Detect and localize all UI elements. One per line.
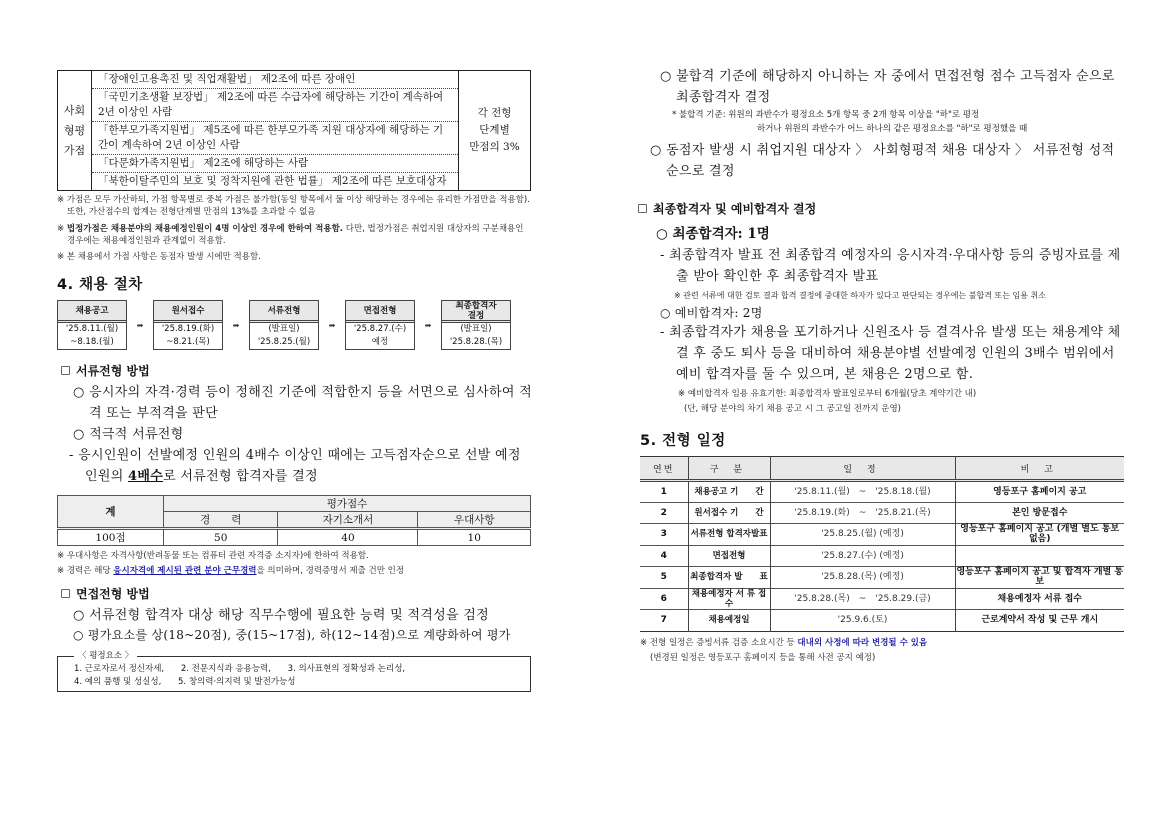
- cell-no: 3: [640, 524, 688, 546]
- reserve-count: ○ 예비합격자: 2명: [660, 306, 763, 320]
- table-row: [640, 524, 1124, 546]
- group-header: 평가점수: [164, 496, 531, 512]
- col-header: 연번: [640, 457, 688, 481]
- value-line: 만점의 3%: [469, 141, 520, 153]
- table-row: [640, 545, 1124, 567]
- col-header: 경 력: [164, 512, 278, 529]
- cell-date: '25.8.27.(수) (예정): [770, 545, 955, 567]
- element: 4. 예의 품행 및 성실성,: [74, 677, 162, 687]
- text: 로 서류전형 합격자를 결정: [163, 469, 318, 484]
- cell-remark: [955, 545, 1124, 567]
- note-preference: ※ 우대사항은 자격사항(반려동물 또는 컴퓨터 관련 자격증 소지자)에 한하여 적용함.: [57, 551, 369, 561]
- bullet: ○ 응시자의 자격·경력 등이 정해진 기준에 적합한지 등을 서면으로 심사하여 적격 또는 부적격을 판단: [73, 385, 532, 421]
- procedure-step-announcement: [57, 300, 127, 350]
- label-line: 가점: [63, 143, 86, 157]
- text: ※ 경력은 해당: [57, 566, 114, 576]
- col-header: 일 정: [770, 457, 955, 481]
- cell-value: 50: [164, 529, 278, 546]
- arrow-icon: ➡: [424, 320, 432, 330]
- step-line: '25.8.11.(월): [65, 324, 119, 334]
- fail-criteria: [672, 108, 1125, 136]
- procedure-step-interview: [345, 300, 415, 350]
- col-header: 우대사항: [418, 512, 531, 529]
- col-header: 비 고: [955, 457, 1124, 481]
- table-row: [640, 481, 1124, 503]
- heading-text: 최종합격자 및 예비합격자 결정: [653, 202, 817, 216]
- equity-item: 「북한이탈주민의 보호 및 정착지원에 관한 법률」 제2조에 따른 보호대상자: [92, 173, 459, 191]
- cell-category: 채용예정일: [688, 610, 770, 632]
- cell-no: 7: [640, 610, 688, 632]
- social-equity-table: [57, 70, 531, 191]
- note-tie-only: ※ 본 채용에서 가점 사항은 동점자 발생 시에만 적용함.: [57, 252, 261, 262]
- note-reserve-validity: ※ 예비합격자 임용 유효기한: 최종합격자 발표일로부터 6개월(당초 계약기간 내): [678, 389, 977, 399]
- score-table: [57, 495, 531, 546]
- equity-item: 「국민기초생활 보장법」 제2조에 따른 수급자에 해당하는 기간이 계속하여 2년 이상인 사람: [92, 89, 459, 122]
- final-count: ○ 최종합격자: 1명: [656, 226, 770, 242]
- note-bold: 법정가점은 채용분야의 채용예정인원이 4명 이상인 경우에 한하여 적용함.: [66, 224, 344, 234]
- table-row: [640, 588, 1124, 610]
- text: ※ 전형 일정은 증빙서류 검증 소요시간 등: [640, 637, 798, 648]
- highlight-text: 대내외 사정에 따라 변경될 수 있음: [797, 637, 928, 648]
- right-column: [640, 66, 1125, 664]
- table-row: [640, 502, 1124, 524]
- step-line: '25.8.25.(월): [257, 337, 311, 347]
- step-line: 예정: [371, 337, 389, 347]
- procedure-step-document: [249, 300, 319, 350]
- note-bonus-points: ※ 가점은 모두 가산하되, 가점 항목별로 중복 가점은 불가함(동일 항목에서 둘 이상 해당하는 경우에는 유리한 가점만을 적용함). 또한, 가산점수의 합계는 전형단계별 만점의 13%를 초과할 수 없음: [57, 195, 530, 217]
- procedure-step-application: [153, 300, 223, 350]
- step-line: '25.8.27.(수): [353, 324, 407, 334]
- step-line: ~8.18.(월): [70, 337, 114, 347]
- cell-category: 최종합격자 발 표: [688, 567, 770, 589]
- step-title: 원서접수: [154, 301, 222, 323]
- cell-date: '25.8.19.(화) ~ '25.8.21.(목): [770, 502, 955, 524]
- bullet: ○ 평가요소를 상(18~20점), 중(15~17점), 하(12~14점)으로 계량화하여 평가: [73, 628, 511, 642]
- section-5-title: 5. 전형 일정: [640, 433, 726, 449]
- step-line: (발표일): [460, 324, 492, 334]
- cell-category: 채용예정자 서 류 접 수: [688, 588, 770, 610]
- procedure-flow: [57, 300, 533, 350]
- cell-date: '25.8.11.(월) ~ '25.8.18.(월): [770, 481, 955, 503]
- value-line: 단계별: [479, 124, 510, 136]
- arrow-icon: ➡: [136, 320, 144, 330]
- square-bullet-icon: [61, 366, 70, 375]
- note-mark: ※: [57, 224, 67, 234]
- cell-no: 1: [640, 481, 688, 503]
- element: 5. 창의력·의지력 및 발전가능성: [178, 677, 296, 687]
- left-column: [57, 70, 533, 692]
- cell-date: '25.8.25.(월) (예정): [770, 524, 955, 546]
- text: 을 의미하며, 경력증명서 제출 건만 인정: [256, 566, 405, 576]
- cell-date: '25.9.6.(토): [770, 610, 955, 632]
- note-schedule-notice: (변경된 일정은 영등포구 홈페이지 등을 통해 사전 공지 예정): [650, 652, 876, 663]
- step-title: 최종합격자 결정: [442, 301, 510, 323]
- col-header: 구 분: [688, 457, 770, 481]
- heading-text: 면접전형 방법: [76, 587, 150, 601]
- text: 하거나 위원의 과반수가 어느 하나의 같은 평정요소를 "하"로 평정했을 때: [757, 124, 1028, 134]
- cell-remark: 영등포구 홈페이지 공고 (개별 별도 통보 없음): [955, 524, 1124, 546]
- schedule-table: [640, 456, 1124, 632]
- cell-category: 면접전형: [688, 545, 770, 567]
- step-line: (발표일): [268, 324, 300, 334]
- bullet: ○ 동점자 발생 시 취업지원 대상자 〉 사회형평적 채용 대상자 〉 서류전형 성적순으로 결정: [650, 143, 1115, 179]
- cell-no: 6: [640, 588, 688, 610]
- element: 2. 전문지식과 응용능력,: [180, 664, 271, 674]
- bullet: ○ 서류전형 합격자 대상 해당 직무수행에 필요한 능력 및 적격성을 검정: [73, 608, 489, 623]
- text: * 불합격 기준: 위원의 과반수가 평정요소 5개 항목 중 2개 항목 이상을 "하"로 평정: [672, 110, 980, 120]
- note-cancel: ※ 관련 서류에 대한 검토 결과 합격 결정에 중대한 하자가 있다고 판단되는 경우에는 불합격 또는 임용 취소: [674, 291, 1046, 300]
- table-row: [640, 567, 1124, 589]
- step-title: 채용공고: [58, 301, 126, 323]
- arrow-icon: ➡: [328, 320, 336, 330]
- note-legal-bonus: [57, 223, 533, 247]
- equity-label: [58, 71, 92, 191]
- equity-value: [459, 71, 531, 191]
- value-line: 각 전형: [477, 107, 512, 119]
- dash-item: - 최종합격자가 채용을 포기하거나 신원조사 등 결격사유 발생 또는 채용계약 체결 후 중도 퇴사 등을 대비하여 채용분야별 선발예정 인원의 3배수 범위에서 예비 합격자를 둘 수 있으며, 본 채용은 2명으로 함.: [660, 325, 1121, 382]
- cell-remark: 영등포구 홈페이지 공고 및 합격자 개별 통보: [956, 567, 1124, 588]
- box-legend: 〈 평정요소 〉: [74, 650, 137, 663]
- arrow-icon: ➡: [232, 320, 240, 330]
- element: 3. 의사표현의 정확성과 논리성,: [287, 664, 406, 674]
- cell-remark: 영등포구 홈페이지 공고: [955, 481, 1124, 503]
- step-line: '25.8.28.(목): [449, 337, 503, 347]
- step-line: '25.8.19.(화): [161, 324, 215, 334]
- label-line: 사회: [63, 103, 86, 117]
- cell-remark: 본인 방문접수: [955, 502, 1124, 524]
- section-4-title: 4. 채용 절차: [57, 277, 143, 293]
- cell-no: 5: [640, 567, 688, 589]
- final-selection-heading: [634, 200, 1125, 217]
- cell-remark: 채용예정자 서류 접수: [955, 588, 1124, 610]
- cell-total: 100점: [58, 529, 164, 546]
- label-line: 형평: [63, 123, 86, 137]
- cell-category: 서류전형 합격자발표: [688, 524, 770, 546]
- interview-method-heading: [57, 585, 533, 602]
- equity-item: 「한부모가족지원법」 제5조에 따른 한부모가족 지원 대상자에 해당하는 기간이 계속하여 2년 이상인 사람: [92, 122, 459, 155]
- cell-category: 원서접수 기 간: [688, 502, 770, 524]
- elements-row: [74, 663, 522, 676]
- step-line: ~8.21.(목): [166, 337, 210, 347]
- col-total-header: 계: [58, 496, 164, 529]
- cell-remark: 근로계약서 작성 및 근무 개시: [955, 610, 1124, 632]
- dash-item: [61, 445, 533, 487]
- cell-category: 채용공고 기 간: [688, 481, 770, 503]
- step-title: 서류전형: [250, 301, 318, 323]
- procedure-step-final: [441, 300, 511, 350]
- step-title: 면접전형: [346, 301, 414, 323]
- cell-date: '25.8.28.(목) ~ '25.8.29.(금): [770, 588, 955, 610]
- dash-item: - 최종합격자 발표 전 최종합격 예정자의 응시자격·우대사항 등의 증빙자료를 제출 받아 확인한 후 최종합격자 발표: [660, 248, 1121, 284]
- cell-value: 40: [278, 529, 418, 546]
- career-highlight: 응시자격에 제시된 관련 분야 근무경력: [113, 566, 257, 576]
- text: - 응시인원이 선발예정 인원의 4배수 이상인 때에는 고득점자순으로 선발 예정인원의: [69, 448, 521, 484]
- note-reserve-until: (단, 해당 분야의 차기 채용 공고 시 그 공고일 전까지 운영): [684, 404, 901, 414]
- cell-no: 2: [640, 502, 688, 524]
- equity-item: 「장애인고용촉진 및 직업재활법」 제2조에 따른 장애인: [92, 71, 459, 89]
- elements-row: [74, 676, 522, 689]
- note-schedule-change: [640, 637, 1125, 649]
- note-text: 다만, 법정가점은 취업지원 대상자의 구분채용인 경우에는 채용예정인원과 관계없이 적용함.: [67, 224, 524, 246]
- note-career: [57, 565, 533, 577]
- element: 1. 근로자로서 정신자세,: [74, 664, 165, 674]
- table-row: [640, 610, 1124, 632]
- cell-no: 4: [640, 545, 688, 567]
- equity-item: 「다문화가족지원법」 제2조에 해당하는 사람: [92, 155, 459, 173]
- square-bullet-icon: [638, 204, 647, 213]
- bullet: ○ 적극적 서류전형: [73, 427, 184, 442]
- heading-text: 서류전형 방법: [76, 364, 150, 378]
- bullet: ○ 불합격 기준에 해당하지 아니하는 자 중에서 면접전형 점수 고득점자 순으로 최종합격자 결정: [660, 69, 1115, 105]
- cell-date: '25.8.28.(목) (예정): [770, 567, 955, 589]
- square-bullet-icon: [61, 589, 70, 598]
- evaluation-elements-box: [57, 651, 531, 692]
- underlined-text: 4배수: [128, 469, 164, 484]
- cell-value: 10: [418, 529, 531, 546]
- col-header: 자기소개서: [278, 512, 418, 529]
- doc-method-heading: [57, 362, 533, 379]
